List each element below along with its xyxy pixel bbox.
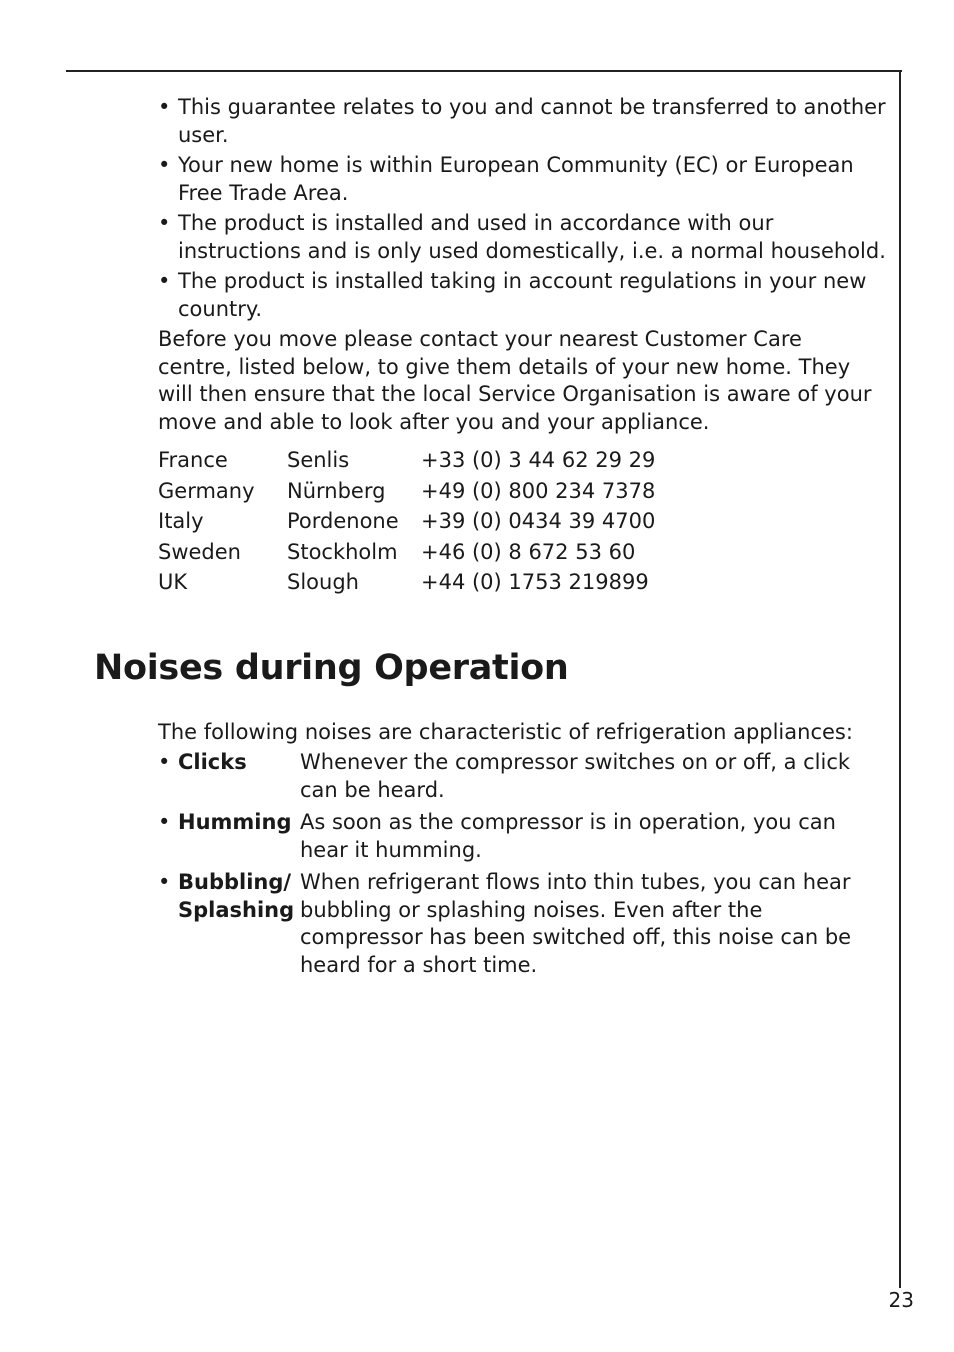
bullet-marker: • <box>158 269 171 293</box>
city-cell: Stockholm <box>287 539 398 564</box>
phone-cell: +39 (0) 0434 39 4700 <box>421 509 656 534</box>
customer-care-table <box>158 445 655 598</box>
noise-description: When refrigerant flows into thin tubes, you can hear bubbling or splashing noises. Even after the compressor has been switched off, this noise can be heard for a short time. <box>300 870 852 977</box>
guarantee-conditions-list <box>158 94 888 326</box>
noises-intro-text: The following noises are characteristic of refrigeration appliances: <box>158 720 853 744</box>
country-cell: Sweden <box>158 539 241 564</box>
country-cell: Italy <box>158 509 204 534</box>
move-instructions-paragraph: Before you move please contact your nearest Customer Care centre, listed below, to give them details of your new home. They will then ensure that the local Service Organisation is aware of your move and able to look after you and your appliance. <box>158 327 872 434</box>
city-cell: Senlis <box>287 448 350 473</box>
section-heading: Noises during Operation <box>94 648 569 688</box>
list-item <box>158 94 888 149</box>
phone-cell: +46 (0) 8 672 53 60 <box>421 539 636 564</box>
table-row <box>158 567 655 598</box>
noise-description: As soon as the compressor is in operation, you can hear it humming. <box>300 810 836 862</box>
list-item <box>158 152 888 207</box>
bullet-marker: • <box>158 95 171 119</box>
list-item <box>158 210 888 265</box>
country-cell: France <box>158 448 228 473</box>
bullet-marker: • <box>158 810 171 834</box>
city-cell: Nürnberg <box>287 478 386 503</box>
bullet-marker: • <box>158 153 171 177</box>
list-item <box>158 268 888 323</box>
table-row <box>158 537 655 568</box>
table-row <box>158 506 655 537</box>
noises-list <box>158 749 878 984</box>
table-row <box>158 445 655 476</box>
list-item <box>158 869 878 979</box>
noise-term: Clicks <box>178 750 247 774</box>
list-item-text: The product is installed taking in account regulations in your new country. <box>178 269 867 321</box>
page-number: 23 <box>888 1288 914 1312</box>
city-cell: Slough <box>287 570 359 595</box>
city-cell: Pordenone <box>287 509 399 534</box>
country-cell: Germany <box>158 478 255 503</box>
list-item <box>158 809 878 864</box>
bullet-marker: • <box>158 211 171 235</box>
country-cell: UK <box>158 570 188 595</box>
top-rule <box>66 70 902 72</box>
noise-description: Whenever the compressor switches on or off, a click can be heard. <box>300 750 851 802</box>
list-item <box>158 749 878 804</box>
bullet-marker: • <box>158 750 171 774</box>
bullet-marker: • <box>158 870 171 894</box>
phone-cell: +33 (0) 3 44 62 29 29 <box>421 448 656 473</box>
table-row <box>158 476 655 507</box>
right-rule <box>899 70 901 1288</box>
list-item-text: The product is installed and used in accordance with our instructions and is only used domestically, i.e. a normal household. <box>178 211 886 263</box>
phone-cell: +44 (0) 1753 219899 <box>421 570 649 595</box>
noise-term: Bubbling/ Splashing <box>178 870 295 922</box>
noise-term: Humming <box>178 810 292 834</box>
list-item-text: This guarantee relates to you and cannot be transferred to another user. <box>178 95 886 147</box>
list-item-text: Your new home is within European Community (EC) or European Free Trade Area. <box>178 153 854 205</box>
phone-cell: +49 (0) 800 234 7378 <box>421 478 656 503</box>
